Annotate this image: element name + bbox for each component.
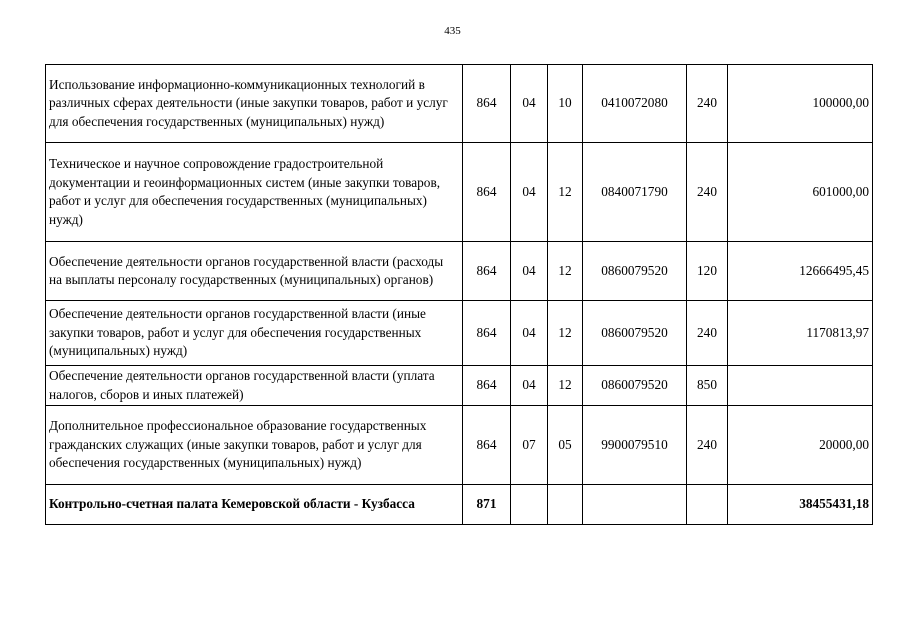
ministry-code: 864: [463, 65, 511, 143]
amount: 601000,00: [728, 143, 873, 242]
ministry-code: 864: [463, 242, 511, 301]
expense-type-code: 120: [687, 242, 728, 301]
target-article-code: 0860079520: [583, 366, 687, 406]
target-article-code: [583, 485, 687, 525]
expense-name: Обеспечение деятельности органов государственной власти (иные закупки товаров, работ и услуг для обеспечения государственных (муниципальных) нужд): [46, 301, 463, 366]
organization-name: Контрольно-счетная палата Кемеровской области - Кузбасса: [46, 485, 463, 525]
expense-type-code: 240: [687, 65, 728, 143]
budget-table: [45, 64, 873, 525]
expense-name: Дополнительное профессиональное образование государственных гражданских служащих (иные закупки товаров, работ и услуг для обеспечения государственных (муниципальных) нужд): [46, 406, 463, 485]
amount: 20000,00: [728, 406, 873, 485]
table-row: [46, 65, 873, 143]
total-amount: 38455431,18: [728, 485, 873, 525]
amount: [728, 366, 873, 406]
ministry-code: 864: [463, 143, 511, 242]
target-article-code: 0410072080: [583, 65, 687, 143]
expense-name: Обеспечение деятельности органов государственной власти (уплата налогов, сборов и иных платежей): [46, 366, 463, 406]
subsection-code: 05: [548, 406, 583, 485]
subsection-code: 12: [548, 366, 583, 406]
ministry-code: 864: [463, 301, 511, 366]
subsection-code: 12: [548, 143, 583, 242]
expense-type-code: 850: [687, 366, 728, 406]
target-article-code: 9900079510: [583, 406, 687, 485]
subsection-code: 12: [548, 301, 583, 366]
table-row: [46, 366, 873, 406]
amount: 12666495,45: [728, 242, 873, 301]
section-code: [511, 485, 548, 525]
target-article-code: 0840071790: [583, 143, 687, 242]
table-row: [46, 143, 873, 242]
subsection-code: [548, 485, 583, 525]
expense-type-code: 240: [687, 143, 728, 242]
table-row: [46, 301, 873, 366]
ministry-code: 864: [463, 406, 511, 485]
page-number: 435: [444, 25, 461, 37]
section-code: 04: [511, 366, 548, 406]
subsection-code: 10: [548, 65, 583, 143]
amount: 100000,00: [728, 65, 873, 143]
subsection-code: 12: [548, 242, 583, 301]
expense-type-code: 240: [687, 406, 728, 485]
expense-type-code: [687, 485, 728, 525]
target-article-code: 0860079520: [583, 301, 687, 366]
target-article-code: 0860079520: [583, 242, 687, 301]
section-code: 04: [511, 301, 548, 366]
section-code: 04: [511, 143, 548, 242]
ministry-code: 871: [463, 485, 511, 525]
section-code: 04: [511, 242, 548, 301]
section-code: 04: [511, 65, 548, 143]
table-row: [46, 242, 873, 301]
section-code: 07: [511, 406, 548, 485]
table-row: [46, 406, 873, 485]
expense-name: Обеспечение деятельности органов государственной власти (расходы на выплаты персоналу государственных (муниципальных) органов): [46, 242, 463, 301]
expense-type-code: 240: [687, 301, 728, 366]
amount: 1170813,97: [728, 301, 873, 366]
table-row-total: [46, 485, 873, 525]
expense-name: Техническое и научное сопровождение градостроительной документации и геоинформационных систем (иные закупки товаров, работ и услуг для обеспечения государственных (муниципальных) нужд): [46, 143, 463, 242]
ministry-code: 864: [463, 366, 511, 406]
expense-name: Использование информационно-коммуникационных технологий в различных сферах деятельности (иные закупки товаров, работ и услуг для обеспечения государственных (муниципальных) нужд): [46, 65, 463, 143]
